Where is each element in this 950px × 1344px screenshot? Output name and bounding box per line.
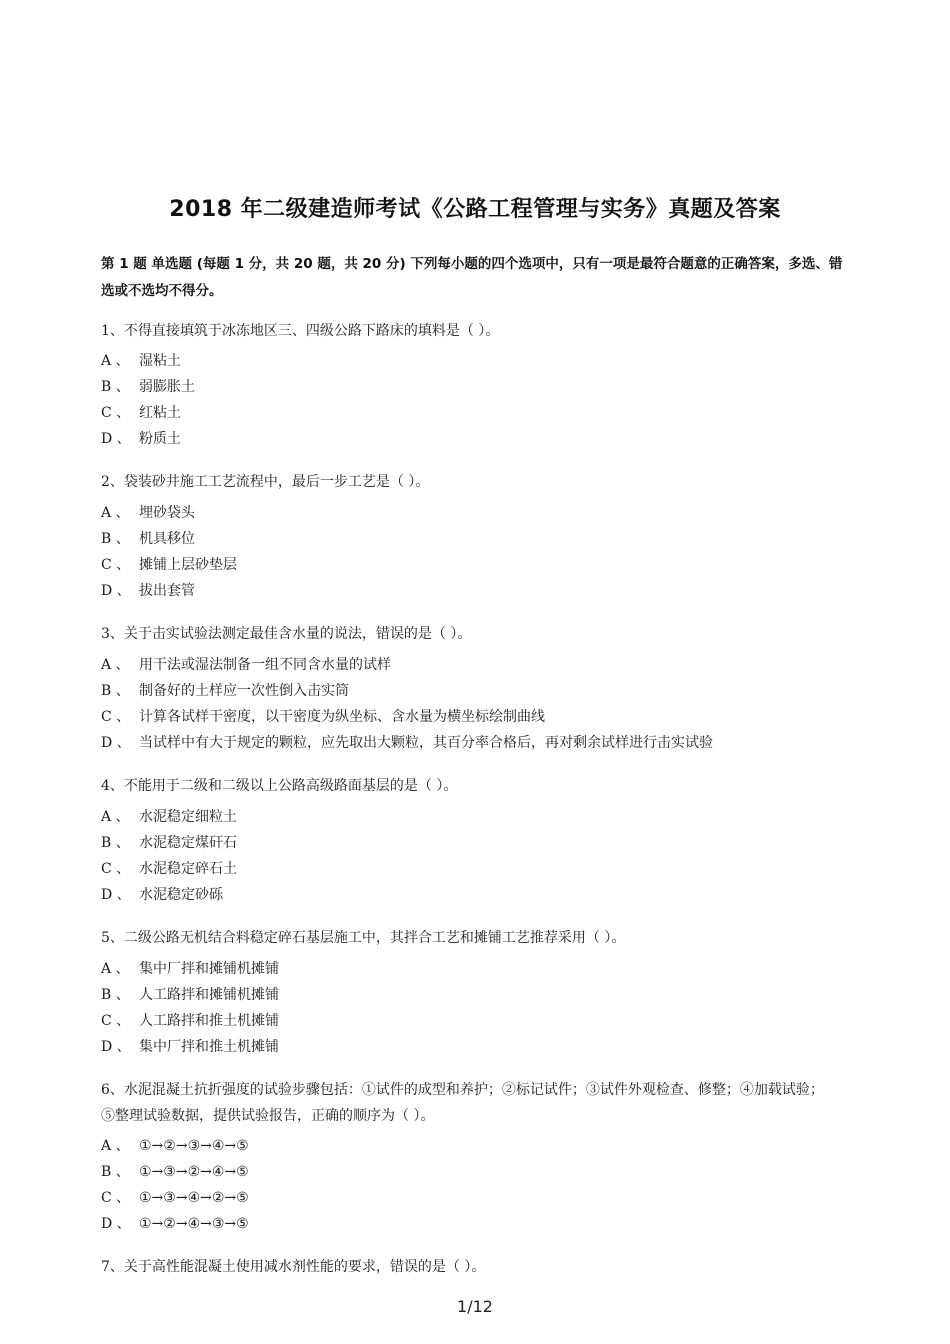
question-text: 5、二级公路无机结合料稳定碎石基层施工中，其拌合工艺和摊铺工艺推荐采用（ ）。: [101, 930, 626, 946]
option-letter: B 、: [101, 683, 130, 699]
option: [101, 1214, 249, 1234]
option-letter: B 、: [101, 1164, 130, 1180]
option: [101, 833, 237, 853]
option-text: 水泥稳定细粒土: [139, 809, 237, 825]
option: [101, 1011, 279, 1031]
option-letter: A 、: [101, 961, 130, 977]
option-letter: C 、: [101, 861, 131, 877]
option-text: 集中厂拌和推土机摊铺: [139, 1039, 279, 1055]
option-letter: D 、: [101, 735, 131, 751]
option-text: 弱膨胀土: [139, 379, 195, 395]
option: [101, 581, 195, 601]
question-text: 6、水泥混凝土抗折强度的试验步骤包括：①试件的成型和养护；②标记试件；③试件外观检查、修整；④加载试验；⑤整理试验数据，提供试验报告，正确的顺序为（ ）。: [101, 1082, 824, 1124]
option-letter: B 、: [101, 835, 130, 851]
option: [101, 985, 279, 1005]
option-letter: D 、: [101, 1216, 131, 1232]
question-text: 3、关于击实试验法测定最佳含水量的说法，错误的是（ ）。: [101, 626, 472, 642]
option-text: 人工路拌和摊铺机摊铺: [139, 987, 279, 1003]
option-text: 拔出套管: [139, 583, 195, 599]
option: [101, 681, 349, 701]
option-letter: B 、: [101, 531, 130, 547]
option-text: 集中厂拌和摊铺机摊铺: [139, 961, 279, 977]
option-letter: A 、: [101, 657, 130, 673]
page-number: 1/12: [457, 1297, 493, 1316]
option-text: 埋砂袋头: [139, 505, 195, 521]
option-text: 水泥稳定煤矸石: [139, 835, 237, 851]
option-text: 机具移位: [139, 531, 195, 547]
option-letter: C 、: [101, 557, 131, 573]
question-text: 2、袋装砂井施工工艺流程中，最后一步工艺是（ ）。: [101, 474, 430, 490]
option: [101, 1162, 249, 1182]
option: [101, 503, 195, 523]
option-letter: A 、: [101, 1138, 130, 1154]
option-letter: C 、: [101, 709, 131, 725]
option: [101, 351, 181, 371]
option: [101, 885, 223, 905]
option-text: 当试样中有大于规定的颗粒，应先取出大颗粒，其百分率合格后，再对剩余试样进行击实试验: [139, 735, 713, 751]
option: [101, 529, 195, 549]
option: [101, 807, 237, 827]
option-letter: D 、: [101, 1039, 131, 1055]
option: [101, 859, 237, 879]
option: [101, 1037, 279, 1057]
option-text: 红粘土: [139, 405, 181, 421]
option: [101, 555, 237, 575]
option-text: 制备好的土样应一次性倒入击实筒: [139, 683, 349, 699]
option-text: 水泥稳定碎石土: [139, 861, 237, 877]
option-text: 摊铺上层砂垫层: [139, 557, 237, 573]
option-letter: D 、: [101, 583, 131, 599]
option-text: 计算各试样干密度，以干密度为纵坐标、含水量为横坐标绘制曲线: [139, 709, 545, 725]
document-title: 2018 年二级建造师考试《公路工程管理与实务》真题及答案: [169, 197, 781, 222]
question-text: 4、不能用于二级和二级以上公路高级路面基层的是（ ）。: [101, 778, 458, 794]
section-header: 第 1 题 单选题 (每题 1 分，共 20 题，共 20 分) 下列每小题的四个选项中，只有一项是最符合题意的正确答案，多选、错选或不选均不得分。: [101, 256, 843, 299]
option: [101, 403, 181, 423]
option: [101, 733, 713, 753]
option-letter: D 、: [101, 431, 131, 447]
option-letter: A 、: [101, 353, 130, 369]
option-letter: B 、: [101, 987, 130, 1003]
option: [101, 959, 279, 979]
option-letter: C 、: [101, 405, 131, 421]
option-text: ①→③→④→②→⑤: [139, 1190, 249, 1206]
option-text: ①→②→④→③→⑤: [139, 1216, 249, 1232]
option-letter: D 、: [101, 887, 131, 903]
option: [101, 429, 181, 449]
option-text: 湿粘土: [139, 353, 181, 369]
option: [101, 1136, 249, 1156]
option-text: 用干法或湿法制备一组不同含水量的试样: [139, 657, 391, 673]
question-text: 1、不得直接填筑于冰冻地区三、四级公路下路床的填料是（ ）。: [101, 323, 500, 339]
option-text: 粉质土: [139, 431, 181, 447]
option-text: 水泥稳定砂砾: [139, 887, 223, 903]
question-text: 7、关于高性能混凝土使用减水剂性能的要求，错误的是（ ）。: [101, 1259, 486, 1275]
option-text: ①→③→②→④→⑤: [139, 1164, 249, 1180]
option-text: 人工路拌和推土机摊铺: [139, 1013, 279, 1029]
option-letter: A 、: [101, 505, 130, 521]
option-text: ①→②→③→④→⑤: [139, 1138, 249, 1154]
option: [101, 377, 195, 397]
option: [101, 1188, 249, 1208]
option-letter: C 、: [101, 1013, 131, 1029]
option-letter: B 、: [101, 379, 130, 395]
option-letter: A 、: [101, 809, 130, 825]
option: [101, 707, 545, 727]
option-letter: C 、: [101, 1190, 131, 1206]
option: [101, 655, 391, 675]
